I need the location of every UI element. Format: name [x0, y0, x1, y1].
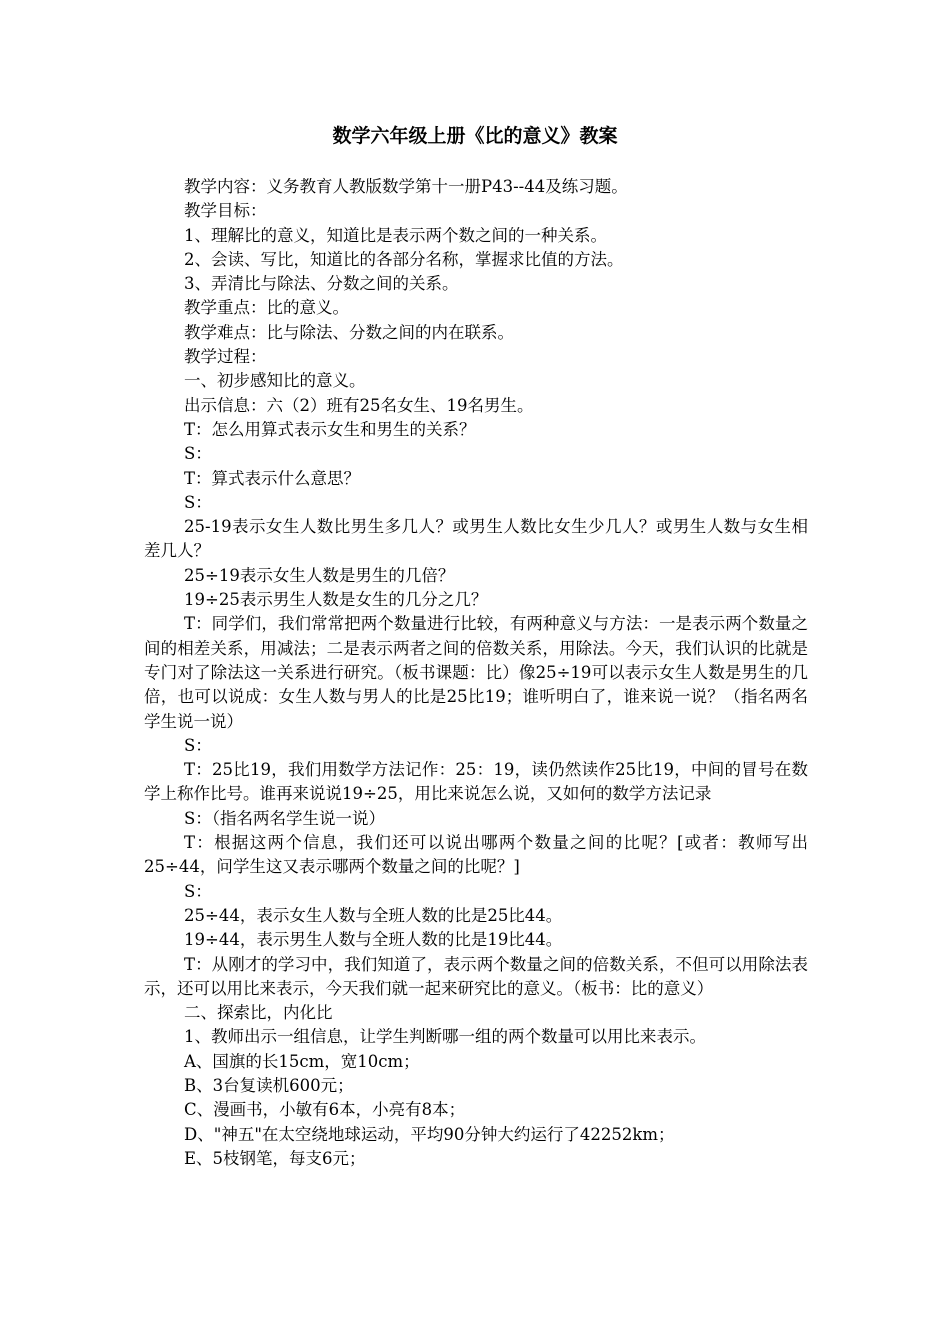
paragraph: 出示信息：六（2）班有25名女生、19名男生。	[184, 395, 534, 415]
page-title: 数学六年级上册《比的意义》教案	[332, 125, 618, 147]
paragraph: 教学目标：	[184, 201, 267, 221]
paragraph: 3、弄清比与除法、分数之间的关系。	[184, 274, 459, 294]
paragraph: T：25比19，我们用数学方法记作：25：19，读仍然读作25比19，中间的冒号在数学上称作比号。谁再来说说19÷25，用比来说怎么说，又如何的数学方法记录	[144, 760, 808, 804]
paragraph: 19÷44，表示男生人数与全班人数的比是19比44。	[184, 930, 563, 950]
paragraph: 一、初步感知比的意义。	[184, 371, 366, 391]
paragraph: 1、理解比的意义，知道比是表示两个数之间的一种关系。	[184, 225, 607, 245]
paragraph: 19÷25表示男生人数是女生的几分之几？	[184, 590, 488, 610]
paragraph: 二、探索比，内化比	[184, 1003, 333, 1023]
paragraph: 教学难点：比与除法、分数之间的内在联系。	[184, 322, 514, 342]
paragraph: S：	[184, 735, 212, 755]
paragraph: T：怎么用算式表示女生和男生的关系？	[184, 419, 476, 439]
paragraph: S：	[184, 492, 212, 512]
paragraph: T：根据这两个信息，我们还可以说出哪两个数量之间的比呢？[或者：教师写出25÷44，问学生这又表示哪两个数量之间的比呢？]	[144, 833, 808, 877]
paragraph: E、5枝钢笔，每支6元；	[184, 1148, 366, 1168]
paragraph: 教学重点：比的意义。	[184, 298, 349, 318]
paragraph: 教学过程：	[184, 347, 267, 367]
paragraph: S：	[184, 881, 212, 901]
paragraph: 教学内容：义务教育人教版数学第十一册P43--44及练习题。	[184, 177, 628, 196]
paragraph: 2、会读、写比，知道比的各部分名称，掌握求比值的方法。	[184, 249, 624, 269]
paragraph: 25-19表示女生人数比男生多几人？或男生人数比女生少几人？或男生人数与女生相差几人？	[144, 517, 808, 561]
paragraph: S：	[184, 444, 212, 464]
paragraph: 25÷19表示女生人数是男生的几倍？	[184, 565, 455, 585]
document-body	[144, 175, 808, 1171]
paragraph: B、3台复读机600元；	[184, 1075, 354, 1095]
paragraph: S：（指名两名学生说一说）	[184, 808, 386, 828]
paragraph: 1、教师出示一组信息，让学生判断哪一组的两个数量可以用比来表示。	[184, 1027, 706, 1047]
paragraph: T：同学们，我们常常把两个数量进行比较，有两种意义与方法：一是表示两个数量之间的相差关系，用减法；二是表示两者之间的倍数关系，用除法。今天，我们认识的比就是专门对了除法这一关系进行研究。（板书课题：比）像25÷19可以表示女生人数是男生的几倍，也可以说成：女生人数与男人的比是25比19；谁听明白了，谁来说一说？（指名两名学生说一说）	[144, 614, 808, 731]
paragraph: 25÷44，表示女生人数与全班人数的比是25比44。	[184, 905, 563, 925]
paragraph: T：算式表示什么意思？	[184, 468, 361, 488]
paragraph: T：从刚才的学习中，我们知道了，表示两个数量之间的倍数关系，不但可以用除法表示，还可以用比来表示，今天我们就一起来研究比的意义。（板书：比的意义）	[144, 954, 808, 998]
paragraph: D、"神五"在太空绕地球运动，平均90分钟大约运行了42252km；	[184, 1124, 675, 1144]
paragraph: C、漫画书，小敏有6本，小亮有8本；	[184, 1100, 466, 1120]
paragraph: A、国旗的长15cm，宽10cm；	[184, 1051, 420, 1071]
